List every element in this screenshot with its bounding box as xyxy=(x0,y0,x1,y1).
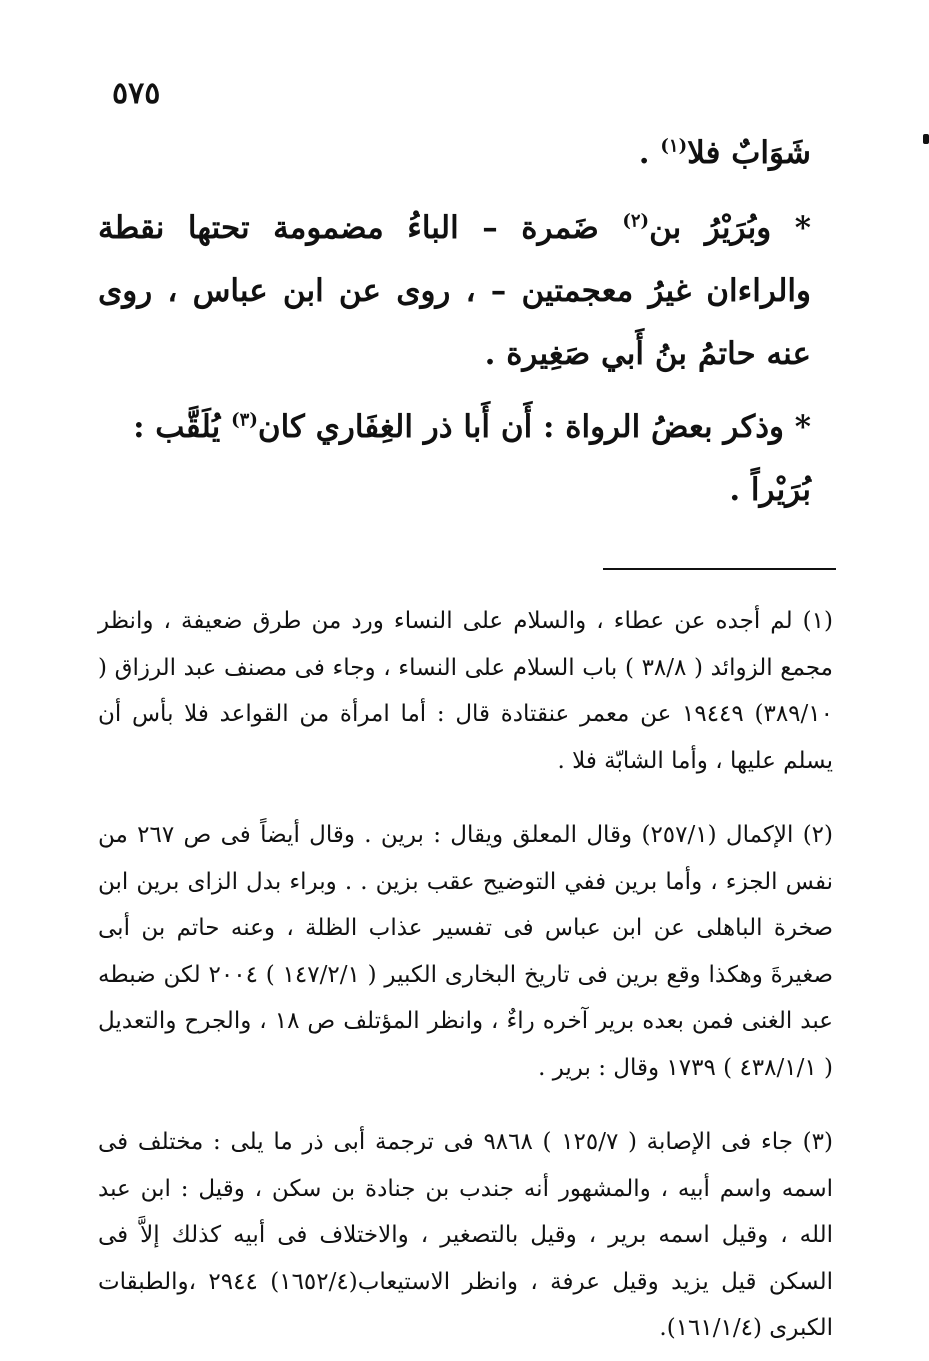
entry-1-rest: ضَمرة – الباءُ مضمومة تحتها نقطة والراءان غيرُ معجمتين – ، روى عن ابن عباس ، روى عنه حاتمُ بنُ أَبي صَغِيرة . xyxy=(98,210,811,372)
footnote-marker-1: (١) xyxy=(660,135,688,157)
entry-abu-dhar xyxy=(98,396,811,522)
entry-2-start: * وذكر بعضُ الرواة : أَن أَبا ذر الغِفَاري كان xyxy=(257,409,811,445)
footnote-3: (٣) جاء فى الإصابة ( ١٢٥/٧ ) ٩٨٦٨ فى ترجمة أبى ذر ما يلى : مختلف فى اسمه واسم أبيه ، والمشهور أنه جندب بن جنادة بن سكن ، وقيل : ابن عبد الله ، وقيل اسمه برير ، وقيل بالتصغير ، والاختلاف فى أبيه كذلك إلاَّ فى السكن قيل يزيد وقيل عرفة ، وانظر الاستيعاب(١٦٥٢/٤) ٢٩٤٤ ،والطبقات الكبرى (١٦١/١/٤). xyxy=(98,1129,833,1341)
footnote-marker-3: (٣) xyxy=(231,409,258,431)
entry-1-start: * وبُرَيْرُ بن xyxy=(649,210,811,246)
continuation-text: شَوَابٌ فلا xyxy=(687,135,811,171)
footnotes xyxy=(98,598,833,1352)
entry-burayr-ibn-damra xyxy=(98,197,811,386)
entry-2-rest: يُلَقَّب : بُرَيْراً . xyxy=(133,409,811,508)
footnote-marker-2: (٢) xyxy=(622,210,650,232)
continuation-end: . xyxy=(638,135,661,171)
footnote-2: (٢) الإكمال (٢٥٧/١) وقال المعلق ويقال : برين . وقال أيضاً فى ص ٢٦٧ من نفس الجزء ، وأما برين ففي التوضيح عقب بزين . . وبراء بدل الزاى برين ابن صخرة الباهلى عن ابن عباس فى تفسير عذاب الظلة ، وعنه حاتم بن أبى صغيرةَ وهكذا وقع برين فى تاريخ البخارى الكبير ( ١٤٧/٢/١ ) ٢٠٠٤ لكن ضبطه عبد الغنى فمن بعده برير آخره راءٌ ، وانظر المؤتلف ص ١٨ ، والجرح والتعديل ( ٤٣٨/١/١ ) ١٧٣٩ وقال : برير . xyxy=(98,822,834,1081)
footnote-1: (١) لم أجده عن عطاء ، والسلام على النساء ورد من طرق ضعيفة ، وانظر مجمع الزوائد ( ٣٨/٨ ) باب السلام على النساء ، وجاء فى مصنف عبد الرزاق ( ٣٨٩/١٠) ١٩٤٤٩ عن معمر عنقتادة قال : أما امرأة من القواعد فلا بأس أن يسلم عليها ، وأما الشابّة فلا . xyxy=(98,608,834,774)
page-number: ٥٧٥ xyxy=(112,76,161,111)
main-text xyxy=(98,122,811,522)
footnote-separator xyxy=(603,568,836,570)
margin-mark xyxy=(923,134,929,144)
continuation-line xyxy=(98,122,811,185)
